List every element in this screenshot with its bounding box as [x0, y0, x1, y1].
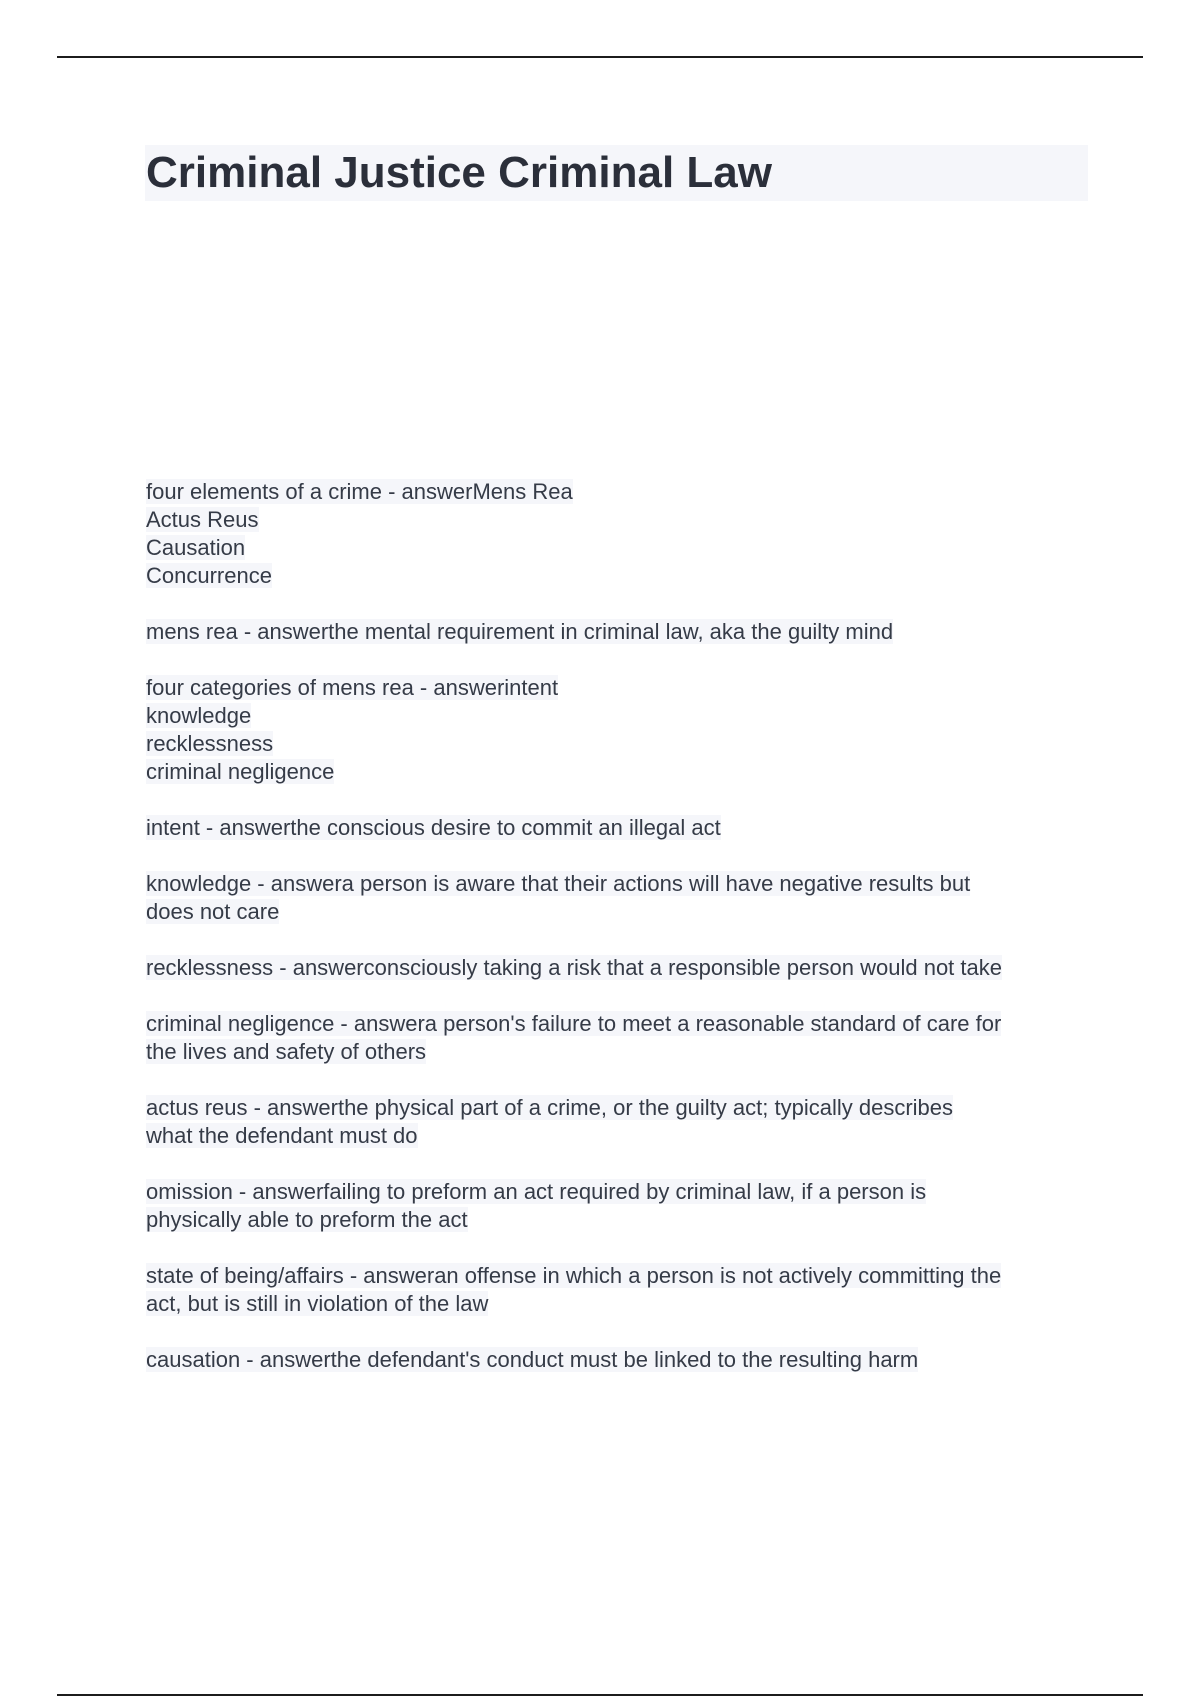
qa-list: [146, 478, 1096, 1402]
qa-text: Causation: [146, 535, 246, 560]
qa-line: [146, 870, 1096, 898]
qa-item: [146, 618, 1096, 646]
qa-text: recklessness: [146, 731, 274, 756]
qa-line: [146, 1178, 1096, 1206]
qa-line: [146, 814, 1096, 842]
qa-text: knowledge - answera person is aware that their actions will have negative results but: [146, 871, 971, 896]
qa-text: act, but is still in violation of the law: [146, 1291, 489, 1316]
qa-text: state of being/affairs - answeran offense in which a person is not actively committing the: [146, 1263, 1002, 1288]
qa-item: [146, 814, 1096, 842]
qa-item: [146, 1262, 1096, 1318]
qa-line: [146, 562, 1096, 590]
qa-text: criminal negligence - answera person's failure to meet a reasonable standard of care for: [146, 1011, 1002, 1036]
qa-text: actus reus - answerthe physical part of a crime, or the guilty act; typically describes: [146, 1095, 954, 1120]
qa-item: [146, 954, 1096, 982]
qa-line: [146, 758, 1096, 786]
qa-line: [146, 1094, 1096, 1122]
qa-line: [146, 730, 1096, 758]
qa-item: [146, 870, 1096, 926]
qa-line: [146, 674, 1096, 702]
qa-line: [146, 1346, 1096, 1374]
top-rule: [57, 56, 1143, 58]
qa-item: [146, 1178, 1096, 1234]
qa-item: [146, 1094, 1096, 1150]
qa-item: [146, 674, 1096, 786]
qa-text: causation - answerthe defendant's conduct must be linked to the resulting harm: [146, 1347, 919, 1372]
qa-line: [146, 898, 1096, 926]
qa-line: [146, 1290, 1096, 1318]
qa-line: [146, 1122, 1096, 1150]
bottom-rule: [57, 1694, 1143, 1696]
qa-line: [146, 702, 1096, 730]
qa-item: [146, 1346, 1096, 1374]
qa-text: does not care: [146, 899, 280, 924]
page-title: Criminal Justice Criminal Law: [146, 148, 772, 197]
qa-text: physically able to preform the act: [146, 1207, 468, 1232]
qa-text: mens rea - answerthe mental requirement in criminal law, aka the guilty mind: [146, 619, 894, 644]
qa-text: Actus Reus: [146, 507, 259, 532]
qa-text: four elements of a crime - answerMens Rea: [146, 479, 573, 504]
qa-text: recklessness - answerconsciously taking a risk that a responsible person would not take: [146, 955, 1002, 980]
qa-line: [146, 954, 1096, 982]
qa-text: what the defendant must do: [146, 1123, 418, 1148]
qa-item: [146, 1010, 1096, 1066]
qa-text: criminal negligence: [146, 759, 335, 784]
qa-text: knowledge: [146, 703, 252, 728]
qa-text: intent - answerthe conscious desire to commit an illegal act: [146, 815, 721, 840]
qa-line: [146, 534, 1096, 562]
qa-item: [146, 478, 1096, 590]
qa-line: [146, 1262, 1096, 1290]
qa-line: [146, 1038, 1096, 1066]
qa-text: the lives and safety of others: [146, 1039, 427, 1064]
qa-line: [146, 1010, 1096, 1038]
qa-text: omission - answerfailing to preform an act required by criminal law, if a person is: [146, 1179, 927, 1204]
qa-text: Concurrence: [146, 563, 272, 588]
qa-text: four categories of mens rea - answerintent: [146, 675, 559, 700]
qa-line: [146, 478, 1096, 506]
qa-line: [146, 506, 1096, 534]
qa-line: [146, 618, 1096, 646]
qa-line: [146, 1206, 1096, 1234]
